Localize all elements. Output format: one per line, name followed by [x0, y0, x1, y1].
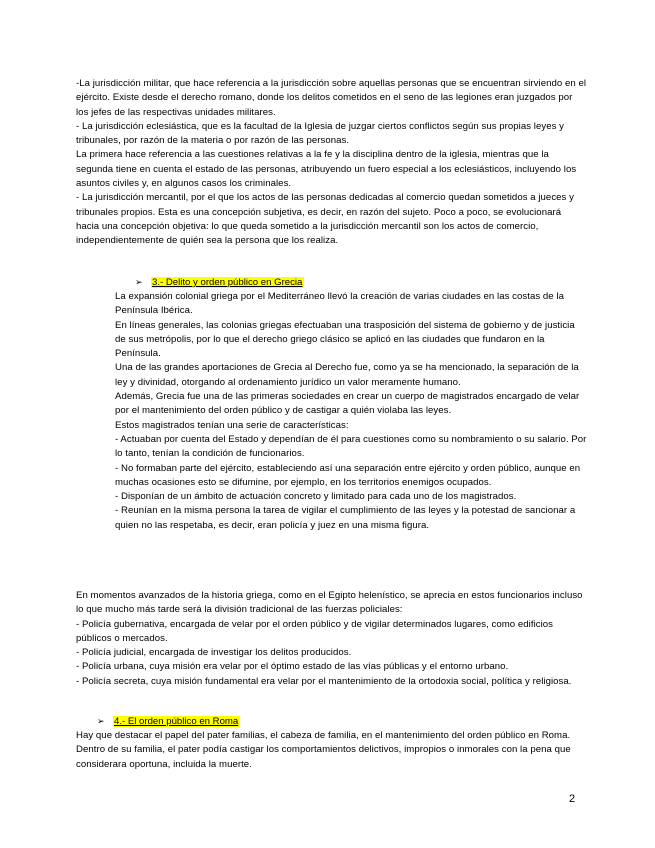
- list-item: - Actuaban por cuenta del Estado y dependían de él para cuestiones como su nombramiento o su salario. Por lo tanto, tenían la condición de funcionarios.: [115, 433, 587, 460]
- rome-text-block: [76, 729, 586, 772]
- section-heading-greece: [135, 276, 304, 289]
- intro-text-block: [76, 77, 586, 249]
- paragraph: - La jurisdicción mercantil, por el que los actos de las personas dedicadas al comercio quedan sometidos a jueces y tribunales propios. Esta es una concepción subjetiva, es decir, en razón del sujeto. Poco a poco, se evolucionará hacia una concepción objetiva: lo que queda sometido a la jurisdicción mercantil son los actos de comercio, independientemente de quién sea la persona que los realiza.: [76, 192, 574, 247]
- police-divisions-block: [76, 589, 586, 689]
- list-item: - No formaban parte del ejército, estableciendo así una separación entre ejército y orden público, aunque en muchas ocasiones esto se difumine, por ejemplo, en los territorios enemigos ocupados.: [115, 462, 581, 488]
- paragraph: En momentos avanzados de la historia griega, como en el Egipto helenístico, se aprecia en estos funcionarios incluso lo que mucho más tarde será la división tradicional de las fuerzas policiales:: [76, 590, 583, 616]
- paragraph: Además, Grecia fue una de las primeras sociedades en crear un cuerpo de magistrados encargado de velar por el mantenimiento del orden público y de castigar a quién violaba las leyes.: [115, 391, 580, 417]
- list-item: - Policía secreta, cuya misión fundamental era velar por el mantenimiento de la ortodoxia social, política y religiosa.: [76, 675, 572, 687]
- paragraph: Una de las grandes aportaciones de Grecia al Derecho fue, como ya se ha mencionado, la separación de la ley y divinidad, otorgando al ordenamiento jurídico un valor meramente humano.: [115, 362, 579, 388]
- list-item: - Reunían en la misma persona la tarea de vigilar el cumplimiento de las leyes y la potestad de sancionar a quien no las respetaba, es decir, eran policía y juez en una misma figura.: [115, 505, 576, 531]
- paragraph: - La jurisdicción eclesiástica, que es la facultad de la Iglesia de juzgar ciertos conflictos según sus propias leyes y tribunales, por razón de la materia o por razón de las personas.: [76, 120, 565, 147]
- paragraph: La primera hace referencia a las cuestiones relativas a la fe y la disciplina dentro de la iglesia, mientras que la segunda tiene en cuenta el estado de las personas, atribuyendo un fuero especial a los eclesiásticos, incluyendo los asuntos civiles y, en algunos casos los criminales.: [76, 149, 577, 190]
- list-item: - Disponían de un ámbito de actuación concreto y limitado para cada uno de los magistrados.: [115, 491, 517, 503]
- list-item: - Policía judicial, encargada de investigar los delitos producidos.: [76, 647, 352, 659]
- section-heading-text: 3.- Delito y orden público en Grecia: [152, 277, 303, 288]
- paragraph: La expansión colonial griega por el Mediterráneo llevó la creación de varias ciudades en las costas de la Península Ibérica.: [115, 291, 564, 317]
- section-heading-text: 4.- El orden público en Roma: [114, 716, 239, 727]
- arrow-bullet-icon: ➢: [97, 716, 105, 726]
- paragraph: En líneas generales, las colonias griegas efectuaban una trasposición del sistema de gobierno y de justicia de sus metrópolis, por lo que el derecho griego clásico se aplicó en las ciudades que fundaron en la Península.: [115, 319, 575, 360]
- paragraph: -La jurisdicción militar, que hace referencia a la jurisdicción sobre aquellas personas que se encuentran sirviendo en el ejército. Existe desde el derecho romano, donde los delitos cometidos en el seno de las legiones eran juzgados por los jefes de las respectivas unidades militares.: [76, 78, 587, 118]
- arrow-bullet-icon: ➢: [135, 277, 143, 287]
- page-number: 2: [569, 793, 576, 805]
- paragraph: Estos magistrados tenían una serie de características:: [115, 419, 349, 431]
- list-item: - Policía urbana, cuya misión era velar por el óptimo estado de las vías públicas y el entorno urbano.: [76, 661, 509, 673]
- section-heading-rome: [97, 715, 240, 728]
- list-item: - Policía gubernativa, encargada de velar por el orden público y de vigilar determinados lugares, como edificios públicos o mercados.: [76, 618, 554, 644]
- greece-text-block: [115, 290, 587, 533]
- paragraph: Hay que destacar el papel del pater familias, el cabeza de familia, en el mantenimiento del orden público en Roma. Dentro de su familia, el pater podía castigar los comportamientos delictivos, impropios o inmorales con la pena que considerara oportuna, incluida la muerte.: [76, 730, 571, 770]
